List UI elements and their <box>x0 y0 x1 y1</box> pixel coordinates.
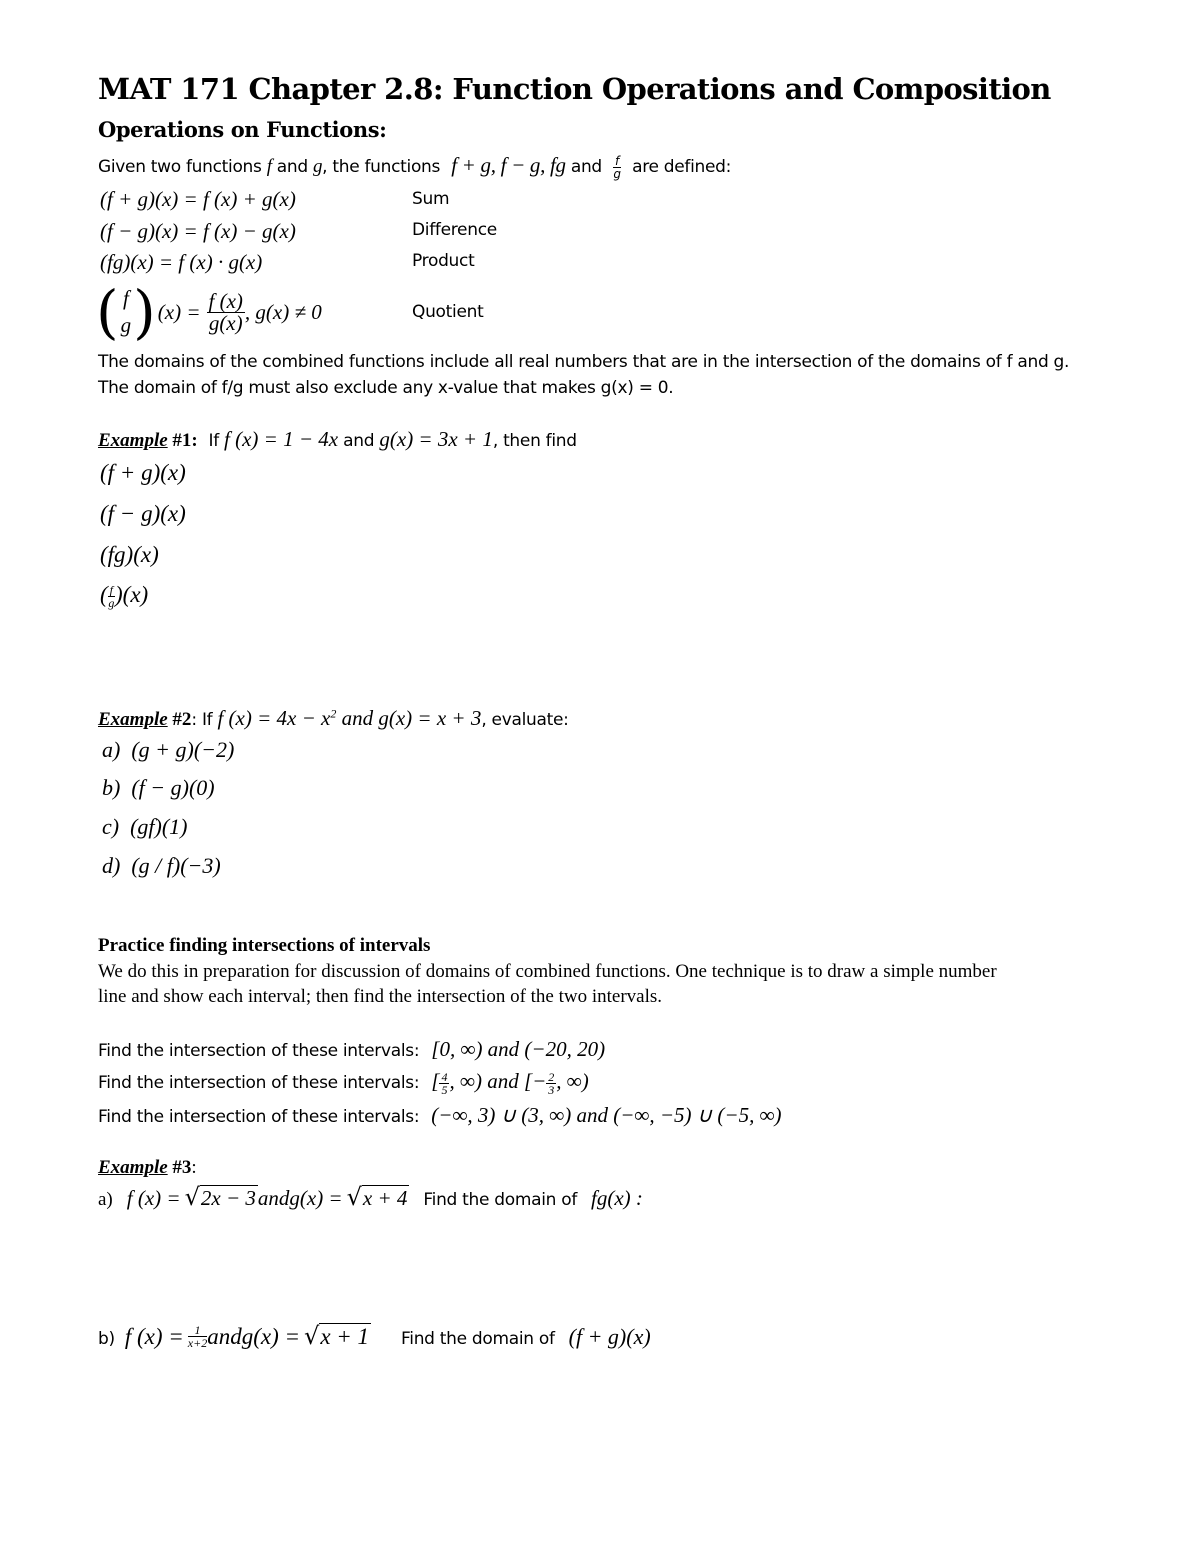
intro-fraction: $\frac{f}{g}$ <box>613 153 621 181</box>
label-product: Product <box>412 251 475 271</box>
intro-and2: and <box>565 157 608 177</box>
example1-g: g(x) = 3x + 1 <box>379 427 493 451</box>
example2-g: g(x) = x + 3 <box>378 706 482 730</box>
formula-sum: (f + g)(x) = f (x) + g(x) <box>100 187 296 211</box>
example1-number: #1: <box>167 430 198 451</box>
practice-heading: Practice finding intersections of intervals <box>98 935 431 956</box>
intro-post: are defined: <box>626 157 732 177</box>
practice-line-2: line and show each interval; then find the intersection of the two intervals. <box>98 986 663 1007</box>
left-big-paren: ( <box>96 278 119 346</box>
intro-f: f <box>266 156 272 177</box>
domain-line-2: The domain of f/g must also exclude any x-value that makes g(x) = 0. <box>98 378 674 398</box>
label-sum: Sum <box>412 189 450 209</box>
right-big-paren: ) <box>133 278 156 346</box>
formula-difference: (f − g)(x) = f (x) − g(x) <box>100 219 296 243</box>
intro-function-list: f + g, f − g, fg <box>451 153 566 177</box>
example1-if: If <box>208 431 225 451</box>
quotient-mid: (x) = <box>157 299 201 324</box>
example2-item-b: b) (f − g)(0) <box>102 775 215 800</box>
example1-and: and <box>338 431 380 451</box>
example2-and: and <box>336 706 379 730</box>
section-heading-operations: Operations on Functions: <box>98 117 387 142</box>
example2-header <box>98 706 569 731</box>
example3-label: Example <box>98 1157 168 1178</box>
example2-number: #2 <box>167 709 192 730</box>
example2-exponent: 2 <box>330 706 337 721</box>
practice-q1-intervals: [0, ∞) and (−20, 20) <box>431 1037 606 1061</box>
example1-item-2: (f − g)(x) <box>100 501 186 526</box>
page-title: MAT 171 Chapter 2.8: Function Operations and Composition <box>98 72 1051 106</box>
sqrt-icon: √ <box>304 1322 320 1350</box>
example1-item-1: (f + g)(x) <box>100 460 186 485</box>
practice-q3-intervals: (−∞, 3) ∪ (3, ∞) and (−∞, −5) ∪ (−5, ∞) <box>431 1103 782 1127</box>
intro-g: g <box>312 156 323 177</box>
example3-number: #3 <box>167 1157 192 1178</box>
intro-text: Given two functions <box>98 157 267 177</box>
example2-evaluate: , evaluate: <box>481 710 569 730</box>
example2-f: f (x) = 4x − x <box>217 706 331 730</box>
sqrt-icon: √ <box>346 1183 362 1211</box>
intro-mid: , the functions <box>322 157 446 177</box>
example1-then: , then find <box>492 431 577 451</box>
practice-q3: Find the intersection of these intervals: (−∞, 3) ∪ (3, ∞) and (−∞, −5) ∪ (−5, ∞) <box>98 1103 782 1127</box>
practice-q2: Find the intersection of these intervals: [ $\frac{4}{5}$ , ∞) and [− $\frac{2}{3}$ , ∞) <box>98 1069 589 1097</box>
example1-label: Example <box>98 430 168 451</box>
formula-product: (fg)(x) = f (x) · g(x) <box>100 250 263 274</box>
intro-line <box>98 153 731 180</box>
intro-and: and <box>271 157 313 177</box>
sqrt-icon: √ <box>184 1183 200 1211</box>
label-quotient: Quotient <box>412 302 484 322</box>
example1-item-4: ( $\frac{f}{g}$ )(x) <box>100 582 149 611</box>
quotient-fraction: $\frac{f (x)}{g(x)}$ <box>208 288 243 335</box>
example2-label: Example <box>98 709 168 730</box>
example1-header <box>98 427 577 452</box>
example3-header: Example #3: <box>98 1157 197 1178</box>
example2-if: : If <box>191 710 218 730</box>
example2-item-a: a) (g + g)(−2) <box>102 737 235 762</box>
label-difference: Difference <box>412 220 497 240</box>
domain-line-1: The domains of the combined functions include all real numbers that are in the intersection of the domains of f and g. <box>98 352 1070 372</box>
formula-quotient <box>96 280 322 344</box>
example2-item-c: c) (gf)(1) <box>102 814 188 839</box>
practice-line-1: We do this in preparation for discussion of domains of combined functions. One technique is to draw a simple number <box>98 961 997 982</box>
practice-q2-intervals: [ $\frac{4}{5}$ , ∞) and [− $\frac{2}{3}$ , ∞) <box>431 1069 589 1097</box>
example1-item-3: (fg)(x) <box>100 542 159 567</box>
practice-q1: Find the intersection of these intervals: [0, ∞) and (−20, 20) <box>98 1037 606 1061</box>
quotient-condition: , g(x) ≠ 0 <box>244 299 322 324</box>
quotient-paren-fraction: f g <box>120 286 132 337</box>
example3-part-b: b) f (x) = $\frac{1}{x+2}$ and g(x) = √ x + 1 Find the domain of (f + g)(x) <box>98 1322 651 1350</box>
example3-part-a: a) f (x) = √ 2x − 3 and g(x) = √ x + 4 Find the domain of fg(x) : <box>98 1183 643 1211</box>
example2-item-d: d) (g / f)(−3) <box>102 853 221 878</box>
example1-f: f (x) = 1 − 4x <box>224 427 339 451</box>
